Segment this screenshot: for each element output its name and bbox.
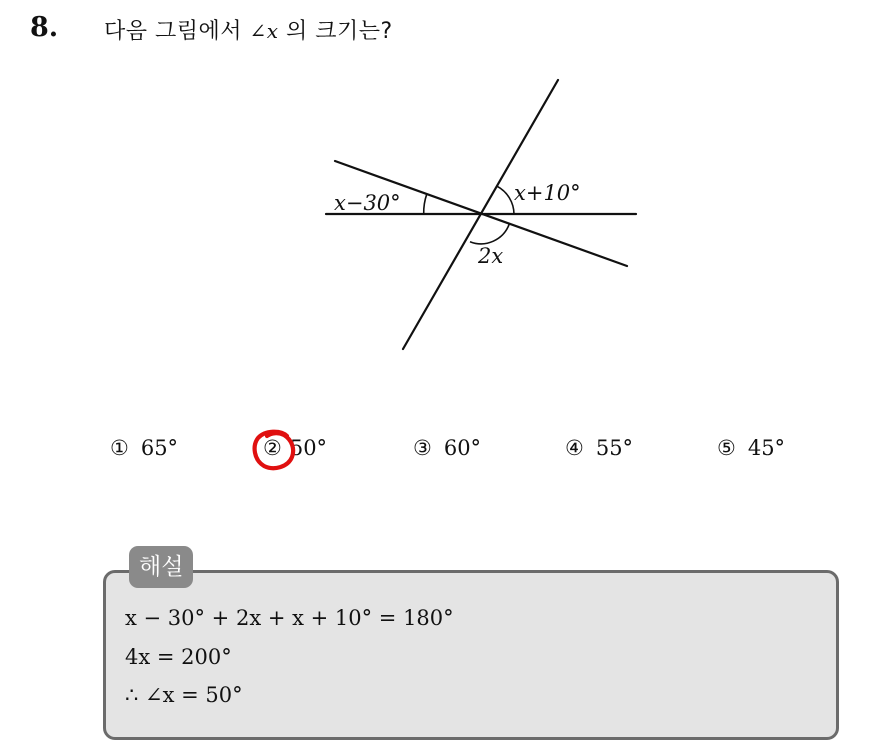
solution-title-tab: 해설 — [129, 546, 193, 588]
solution-line-3: ∴ ∠x = 50° — [125, 683, 243, 707]
angle-label-left: x−30° — [334, 191, 401, 215]
question-number: 8. — [30, 12, 59, 43]
answer-mark-circle — [251, 428, 297, 472]
choice-2-number: ② — [263, 436, 282, 460]
choice-4-value: 55° — [595, 436, 634, 460]
solution-line-2: 4x = 200° — [125, 645, 232, 669]
choice-4-number: ④ — [565, 436, 584, 460]
angle-arc-left — [424, 194, 427, 214]
question-text-math: ∠x — [249, 19, 279, 43]
choice-1[interactable] — [110, 436, 178, 460]
choice-3-number: ③ — [413, 436, 432, 460]
angle-label-bottom: 2x — [478, 244, 504, 268]
angle-arc-top-right — [497, 186, 514, 214]
angle-arc-bottom — [470, 224, 509, 244]
choice-2-value: 50° — [289, 436, 328, 460]
choice-3-value: 60° — [443, 436, 482, 460]
question-text-prefix: 다음 그림에서 — [104, 19, 250, 44]
choice-4[interactable] — [565, 436, 633, 460]
choice-1-number: ① — [110, 436, 129, 460]
choice-5[interactable] — [717, 436, 785, 460]
angle-label-top-right: x+10° — [514, 181, 581, 205]
choice-5-number: ⑤ — [717, 436, 736, 460]
solution-line-1: x − 30° + 2x + x + 10° = 180° — [125, 606, 454, 630]
choice-1-value: 65° — [140, 436, 179, 460]
choice-5-value: 45° — [747, 436, 786, 460]
choice-3[interactable] — [413, 436, 481, 460]
question-text-suffix: 의 크기는? — [278, 19, 393, 44]
